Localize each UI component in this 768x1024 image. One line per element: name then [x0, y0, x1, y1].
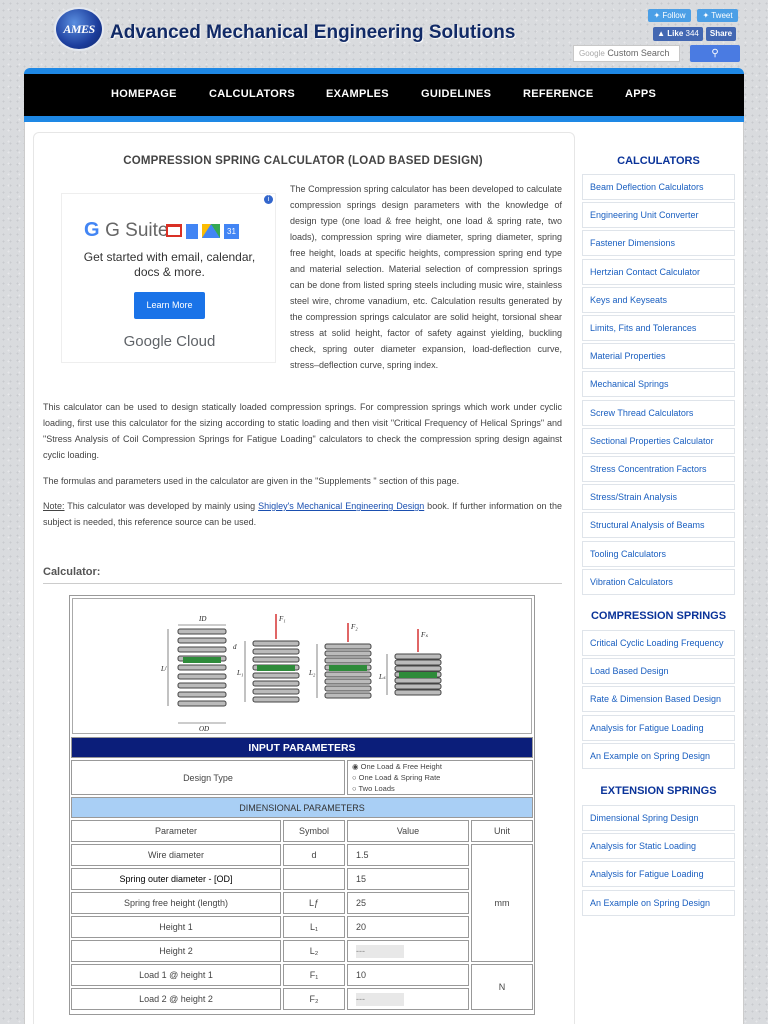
nav-homepage[interactable]: HOMEPAGE	[111, 88, 177, 100]
site-header	[0, 0, 768, 68]
free-height-input[interactable]: 25	[356, 897, 367, 908]
input-parameters-header: INPUT PARAMETERS	[71, 737, 533, 758]
label-wire-d: d	[233, 643, 237, 651]
sidebar-item-calculators[interactable]: Limits, Fits and Tolerances	[582, 315, 735, 341]
page-title: COMPRESSION SPRING CALCULATOR (LOAD BASED DESIGN)	[123, 155, 483, 167]
facebook-share-button[interactable]: Share	[706, 27, 736, 41]
ames-logo[interactable]: AMES	[54, 7, 104, 51]
symbol-lf: Lƒ	[283, 892, 345, 914]
twitter-bird-icon: ✦	[653, 11, 663, 20]
sidebar-item-calculators[interactable]: Tooling Calculators	[582, 541, 735, 567]
sidebar-calculators-title: CALCULATORS	[617, 155, 700, 167]
param-outer-diameter[interactable]: Spring outer diameter - [OD]	[71, 868, 281, 890]
radio-one-load-free-height[interactable]: ◉ One Load & Free Height	[352, 762, 442, 771]
nav-apps[interactable]: APPS	[625, 88, 657, 100]
ad-info-icon[interactable]: i	[264, 195, 273, 204]
shigley-link[interactable]: Shigley's Mechanical Engineering Design	[258, 501, 425, 511]
symbol-l1: L₁	[283, 916, 345, 938]
param-load-2: Load 2 @ height 2	[71, 988, 281, 1010]
label-ls: Lₛ	[379, 673, 386, 681]
sidebar-item-extension[interactable]: Dimensional Spring Design	[582, 805, 735, 831]
sidebar-item-calculators[interactable]: Hertzian Contact Calculator	[582, 259, 735, 285]
sidebar-item-extension[interactable]: Analysis for Static Loading	[582, 833, 735, 859]
spring-free	[178, 629, 226, 706]
gsuite-app-icons	[166, 224, 239, 239]
label-od: OD	[199, 725, 210, 733]
nav-reference[interactable]: REFERENCE	[523, 88, 594, 100]
sidebar-item-calculators[interactable]: Material Properties	[582, 343, 735, 369]
spring-height1	[253, 641, 299, 702]
google-cloud-logo: Google Cloud	[123, 333, 216, 350]
radio-one-load-spring-rate[interactable]: ○ One Load & Spring Rate	[352, 773, 441, 782]
divider	[43, 583, 562, 584]
sidebar-item-calculators[interactable]: Engineering Unit Converter	[582, 202, 735, 228]
unit-mm: mm	[471, 844, 533, 962]
sidebar-item-compression[interactable]: Analysis for Fatigue Loading	[582, 715, 735, 741]
label-lf: Lᶠ	[161, 665, 167, 673]
symbol-f1: F₁	[283, 964, 345, 986]
label-l1: L₁	[237, 669, 244, 677]
thumbs-up-icon: ▲	[657, 29, 668, 38]
main-nav	[24, 68, 744, 122]
label-f1: F₁	[279, 615, 286, 623]
symbol-l2: L₂	[283, 940, 345, 962]
calculator-label: Calculator:	[43, 566, 101, 578]
calculator-table	[69, 735, 535, 1012]
col-unit: Unit	[471, 820, 533, 842]
param-free-height: Spring free height (length)	[71, 892, 281, 914]
intro-paragraph: The Compression spring calculator has been developed to calculate compression springs design parameters with the knowledge of design type (one load & free height, one load & spring rate, two loads), compression spring wire diameter, spring diameter, spring free height, loads at specific heights, compression spring end type and material selection. Material selection of compression springs can be done from listed spring steels including music wire, stainless steel wire, chrome vanadium, etc. Calculation results generated by the compression springs calculator are solid height, torsional shear stress at solid height, factor of safety against yielding, buckling check, spring outer diameter expansion, load-deflection curve, stress–deflection curve, spring index.	[290, 184, 562, 370]
nav-examples[interactable]: EXAMPLES	[326, 88, 389, 100]
outer-diameter-input[interactable]: 15	[356, 873, 367, 884]
docs-icon	[186, 224, 198, 239]
search-icon: ⚲	[711, 48, 719, 59]
sidebar-item-calculators[interactable]: Fastener Dimensions	[582, 230, 735, 256]
label-fs: Fₛ	[421, 631, 428, 639]
dimensional-parameters-header: DIMENSIONAL PARAMETERS	[71, 797, 533, 818]
height-2-input[interactable]: ---	[356, 945, 404, 958]
facebook-like-button[interactable]: ▲ Like 344	[653, 27, 703, 41]
label-f2: F₂	[351, 623, 358, 631]
advertisement[interactable]	[61, 193, 276, 363]
sidebar-item-extension[interactable]: An Example on Spring Design	[582, 890, 735, 916]
label-l2: L₂	[309, 669, 316, 677]
param-height-2: Height 2	[71, 940, 281, 962]
sidebar-extension-title: EXTENSION SPRINGS	[600, 785, 717, 797]
design-type-options	[347, 760, 533, 795]
drive-icon	[202, 224, 220, 238]
sidebar-item-calculators[interactable]: Keys and Keyseats	[582, 287, 735, 313]
gsuite-brand: G G Suite	[84, 219, 169, 241]
nav-guidelines[interactable]: GUIDELINES	[421, 88, 492, 100]
sidebar-item-calculators[interactable]: Stress Concentration Factors	[582, 456, 735, 482]
label-id: ID	[199, 615, 207, 623]
param-load-1: Load 1 @ height 1	[71, 964, 281, 986]
twitter-bird-icon: ✦	[702, 11, 712, 20]
tweet-button[interactable]: ✦ Tweet	[697, 9, 738, 22]
col-parameter: Parameter	[71, 820, 281, 842]
design-type-label: Design Type	[71, 760, 345, 795]
search-input[interactable]: Google Custom Search	[573, 45, 680, 62]
calendar-icon: 31	[224, 224, 239, 239]
ad-text: Get started with email, calendar, docs & more.	[83, 250, 256, 279]
spring-solid	[395, 654, 441, 695]
sidebar-item-calculators[interactable]: Mechanical Springs	[582, 371, 735, 397]
symbol-od	[283, 868, 345, 890]
symbol-f2: F₂	[283, 988, 345, 1010]
note-paragraph: Note: This calculator was developed by mainly using Shigley's Mechanical Engineering Design book. If further information on the subject is needed, this reference source can be used.	[43, 501, 563, 527]
sidebar-item-compression[interactable]: An Example on Spring Design	[582, 743, 735, 769]
load-1-input[interactable]: 10	[356, 969, 367, 980]
spring-height2	[325, 644, 371, 698]
sidebar-compression-title: COMPRESSION SPRINGS	[590, 610, 727, 622]
like-count: 344	[685, 29, 699, 38]
spring-diagram	[72, 598, 532, 734]
sidebar-item-compression[interactable]: Rate & Dimension Based Design	[582, 686, 735, 712]
param-wire-diameter: Wire diameter	[71, 844, 281, 866]
sidebar-item-calculators[interactable]: Screw Thread Calculators	[582, 400, 735, 426]
col-value: Value	[347, 820, 469, 842]
param-height-1: Height 1	[71, 916, 281, 938]
radio-two-loads[interactable]: ○ Two Loads	[352, 784, 395, 793]
sidebar-item-calculators[interactable]: Structural Analysis of Beams	[582, 512, 735, 538]
unit-n: N	[471, 964, 533, 1010]
site-title[interactable]: Advanced Mechanical Engineering Solutions	[110, 22, 516, 43]
nav-calculators[interactable]: CALCULATORS	[209, 88, 295, 100]
sidebar-item-calculators[interactable]: Vibration Calculators	[582, 569, 735, 595]
search-button[interactable]	[690, 45, 740, 62]
sidebar-item-extension[interactable]: Analysis for Fatigue Loading	[582, 861, 735, 887]
gmail-icon	[166, 224, 182, 237]
sidebar-item-calculators[interactable]: Beam Deflection Calculators	[582, 174, 735, 200]
learn-more-button[interactable]: Learn More	[134, 292, 205, 319]
usage-paragraph: This calculator can be used to design statically loaded compression springs. For compression springs which work under cyclic loading, first use this calculator for the sizing according to static loading and then visit "Critical Frequency of Helical Springs" and "Stress Analysis of Coil Compression Springs for Fatigue Loading" calculators to check the compression spring design against cyclic loading.	[43, 402, 562, 460]
symbol-d: d	[283, 844, 345, 866]
formulas-paragraph: The formulas and parameters used in the calculator are given in the "Supplements " section of this page.	[43, 476, 460, 486]
load-2-input[interactable]: ---	[356, 993, 404, 1006]
sidebar-item-compression[interactable]: Critical Cyclic Loading Frequency	[582, 630, 735, 656]
wire-diameter-input[interactable]: 1.5	[356, 849, 369, 860]
twitter-follow-button[interactable]: ✦ Follow	[648, 9, 691, 22]
sidebar-item-compression[interactable]: Load Based Design	[582, 658, 735, 684]
sidebar-item-calculators[interactable]: Sectional Properties Calculator	[582, 428, 735, 454]
height-1-input[interactable]: 20	[356, 921, 367, 932]
col-symbol: Symbol	[283, 820, 345, 842]
sidebar-item-calculators[interactable]: Stress/Strain Analysis	[582, 484, 735, 510]
